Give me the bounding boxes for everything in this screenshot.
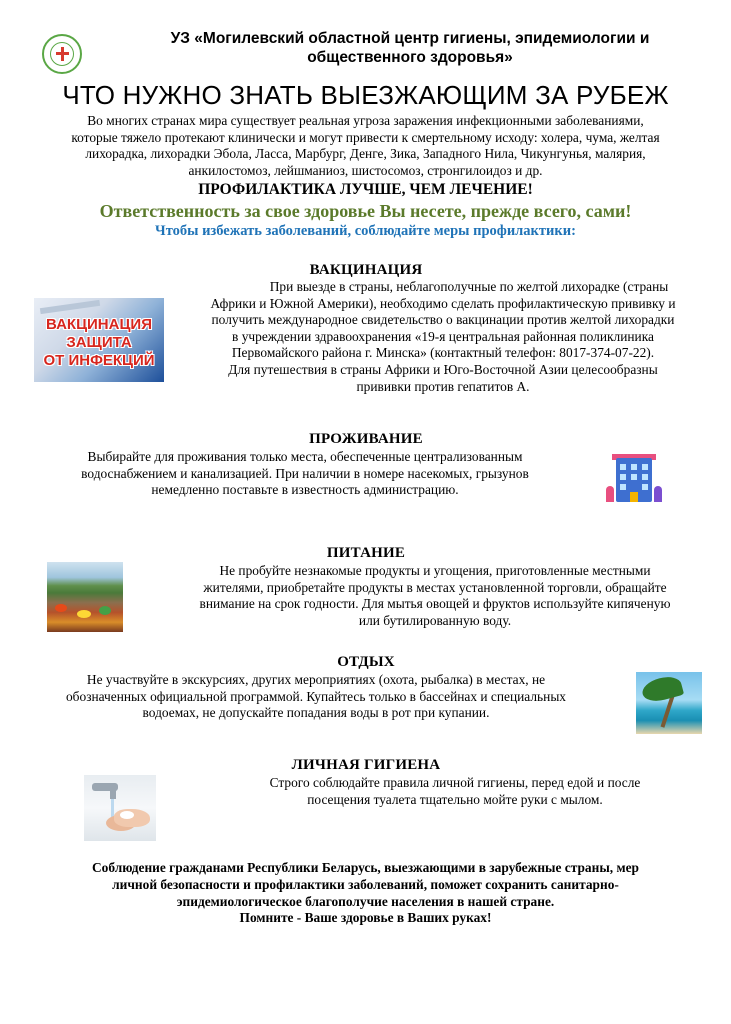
accommodation-line: немедленно поставьте в известность администрацию. (151, 482, 459, 498)
section-heading-vaccination: ВАКЦИНАЦИЯ (309, 262, 423, 278)
vaccination-image (34, 298, 164, 382)
leisure-line: обозначенных официальной программой. Купайтесь только в бассейнах и специальных (65, 688, 567, 704)
slogan-prevention: ПРОФИЛАКТИКА ЛУЧШЕ, ЧЕМ ЛЕЧЕНИЕ! (198, 181, 533, 198)
vaccination-line: получить международное свидетельство о вакцинации против желтой лихорадки (211, 312, 675, 328)
section-heading-hygiene: ЛИЧНАЯ ГИГИЕНА (291, 757, 441, 773)
slogan-responsibility: Ответственность за свое здоровье Вы несете, прежде всего, сами! (99, 201, 632, 221)
beach-image (636, 672, 702, 734)
food-line: жителями, приобретайте продукты в местах установленной торговли, обращайте (203, 579, 667, 595)
org-name-line1: УЗ «Могилевский областной центр гигиены, эпидемиологии и (170, 30, 650, 47)
leisure-line: Не участвуйте в экскурсиях, других мероприятиях (охота, рыбалка) в местах, не (86, 672, 546, 687)
intro-line: которые тяжело протекают клинически и могут привести к смертельному исходу: холера, чума, желтая (71, 129, 660, 145)
footer-line: эпидемиологическое благополучие населения в нашей стране. (176, 893, 555, 909)
org-name-line2: общественного здоровья» (307, 49, 513, 66)
vaccination-line: Для путешествия в страны Африки и Юго-Восточной Азии целесообразны (228, 361, 658, 377)
vaccination-line: При выезде в страны, неблагополучные по желтой лихорадке (страны (269, 279, 669, 294)
section-heading-accommodation: ПРОЖИВАНИЕ (309, 431, 423, 447)
section-heading-leisure: ОТДЫХ (337, 654, 395, 670)
intro-line: анкилостомоз, лейшманиоз, шистосомоз, стронгилоидоз и др. (188, 162, 543, 178)
section-heading-food: ПИТАНИЕ (326, 545, 406, 561)
food-line: внимание на срок годности. Для мытья овощей и фруктов используйте кипяченую (199, 596, 671, 612)
hygiene-line: Строго соблюдайте правила личной гигиены, перед едой и после (269, 775, 641, 790)
vaccination-line: Первомайского района г. Минска» (контактный телефон: 8017-374-07-22). (231, 345, 655, 361)
vaccination-line: Африки и Южной Америки), необходимо сделать профилактическую прививку и (210, 295, 676, 311)
accommodation-line: водоснабжением и канализацией. При наличии в номере насекомых, грызунов (81, 465, 529, 481)
footer-line: Соблюдение гражданами Республики Беларусь, выезжающими в зарубежные страны, мер (92, 860, 639, 875)
page-title: ЧТО НУЖНО ЗНАТЬ ВЫЕЗЖАЮЩИМ ЗА РУБЕЖ (62, 80, 669, 110)
org-name (110, 29, 710, 67)
footer-line: личной безопасности и профилактики заболеваний, поможет сохранить санитарно- (112, 876, 619, 892)
footer-line: Помните - Ваше здоровье в Ваших руках! (239, 910, 492, 926)
intro-line: Во многих странах мира существует реальная угроза заражения инфекционными заболеваниями, (87, 113, 644, 128)
leisure-line: водоемах, не допускайте попадания воды в рот при купании. (142, 705, 490, 721)
vaccination-text (170, 279, 716, 395)
hygiene-line: посещения туалета тщательно мойте руки с мылом. (307, 791, 603, 807)
food-text (140, 563, 730, 629)
intro-line: лихорадка, лихорадки Эбола, Ласса, Марбург, Денге, Зика, Западного Нила, Чикунгунья, малярия, (85, 146, 646, 162)
accommodation-line: Выбирайте для проживания только места, обеспеченные централизованным (87, 449, 523, 464)
footer-message (10, 860, 721, 927)
vaccination-image-text: ОТ ИНФЕКЦИЙ (43, 352, 155, 369)
handwashing-image (84, 775, 156, 841)
intro-paragraph (10, 113, 721, 179)
food-line: Не пробуйте незнакомые продукты и угощения, приготовленные местными (219, 563, 651, 578)
vaccination-line: в учреждении здравоохранения «19-я центральная районная поликлиника (232, 328, 654, 344)
accommodation-text (20, 449, 590, 499)
food-line: или бутилированную воду. (358, 612, 512, 628)
hygiene-text (200, 775, 710, 808)
leisure-text (4, 672, 628, 722)
slogan-measures: Чтобы избежать заболеваний, соблюдайте меры профилактики: (155, 223, 576, 239)
vaccination-image-text: ЗАЩИТА (66, 334, 132, 351)
vaccination-image-text: ВАКЦИНАЦИЯ (46, 316, 152, 333)
vaccination-line: прививки против гепатитов А. (356, 378, 530, 394)
org-emblem-icon (42, 34, 82, 74)
hotel-image (604, 452, 664, 508)
food-image (47, 562, 123, 632)
